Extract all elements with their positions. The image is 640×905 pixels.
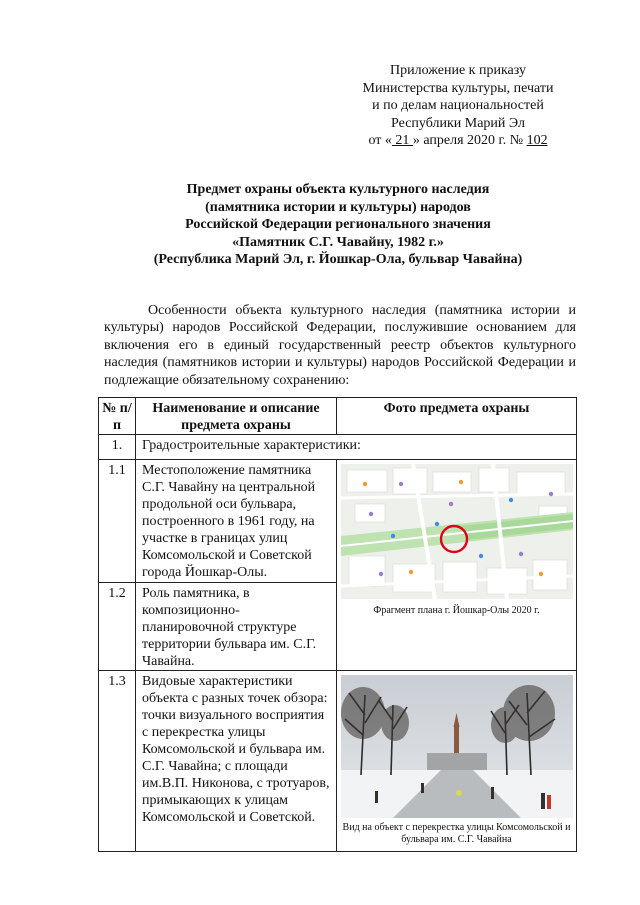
map-caption: Фрагмент плана г. Йошкар-Олы 2020 г. (373, 605, 540, 616)
row-description: Видовые характеристики объекта с разных точек обзора: точки визуального восприятия с перекрестка улицы Комсомольской и бульвара им. С.Г. Чавайна; с площади им.В.П. Никонова, с тротуаров, примыкающих к улицам Комсомольской и Советской. (136, 671, 337, 852)
map-cell (337, 460, 577, 671)
date-suffix: » апреля 2020 г. № (412, 133, 527, 148)
order-line-3: и по делам национальностей (372, 98, 544, 113)
header-name: Наименование и описание предмета охраны (136, 398, 337, 435)
date-prefix: от « (368, 133, 392, 148)
boulevard-photo-graphic (341, 675, 573, 818)
header-num: № п/п (99, 398, 136, 435)
order-reference (340, 62, 576, 150)
order-line-2: Министерства культуры, печати (362, 80, 554, 96)
row-description: Местоположение памятника С.Г. Чавайну на центральной продольной оси бульвара, построенного в 1961 году, на участке в границах улиц Комсомольской и Советской города Йошкар-Олы. (136, 460, 337, 583)
intro-paragraph: Особенности объекта культурного наследия (памятника истории и культуры) народов Российской Федерации, послужившие основанием для включения его в единый государственный реестр объектов культурного наследия (памятников истории и культуры) народов Российской Федерации и подлежащие обязательному сохранению: (104, 303, 576, 388)
row-num: 1.3 (99, 671, 136, 852)
city-map-image (341, 464, 573, 599)
order-day: 21 (391, 133, 413, 148)
photo-cell (337, 671, 577, 852)
order-date-line (340, 132, 576, 150)
order-line-4: Республики Марий Эл (391, 115, 525, 131)
table-row (99, 671, 577, 852)
row-num: 1.1 (99, 460, 136, 583)
title-line-1: Предмет охраны объекта культурного наследия (186, 182, 490, 197)
order-line-1: Приложение к приказу (390, 63, 526, 78)
document-title (98, 181, 578, 269)
boulevard-photo (341, 675, 573, 818)
row-num: 1.2 (99, 583, 136, 671)
title-line-2: (памятника истории и культуры) народов (205, 199, 471, 215)
section-num: 1. (99, 435, 136, 460)
title-line-5: (Республика Марий Эл, г. Йошкар-Ола, бульвар Чавайна) (153, 252, 523, 268)
table-header-row (99, 398, 577, 435)
table-row (99, 460, 577, 583)
section-row (99, 435, 577, 460)
order-number: 102 (526, 133, 548, 148)
row-description: Роль памятника, в композиционно-планировочной структуре территории бульвара им. С.Г. Чавайна. (136, 583, 337, 671)
city-map-graphic (341, 464, 573, 599)
photo-caption: Вид на объект с перекрестка улицы Комсомольской и бульвара им. С.Г. Чавайна (342, 822, 571, 845)
section-title: Градостроительные характеристики: (136, 435, 577, 460)
header-photo: Фото предмета охраны (337, 398, 577, 435)
title-line-3: Российской Федерации регионального значения (185, 217, 491, 233)
title-line-4: «Памятник С.Г. Чавайну, 1982 г.» (232, 234, 444, 250)
protection-subject-table (98, 397, 577, 852)
